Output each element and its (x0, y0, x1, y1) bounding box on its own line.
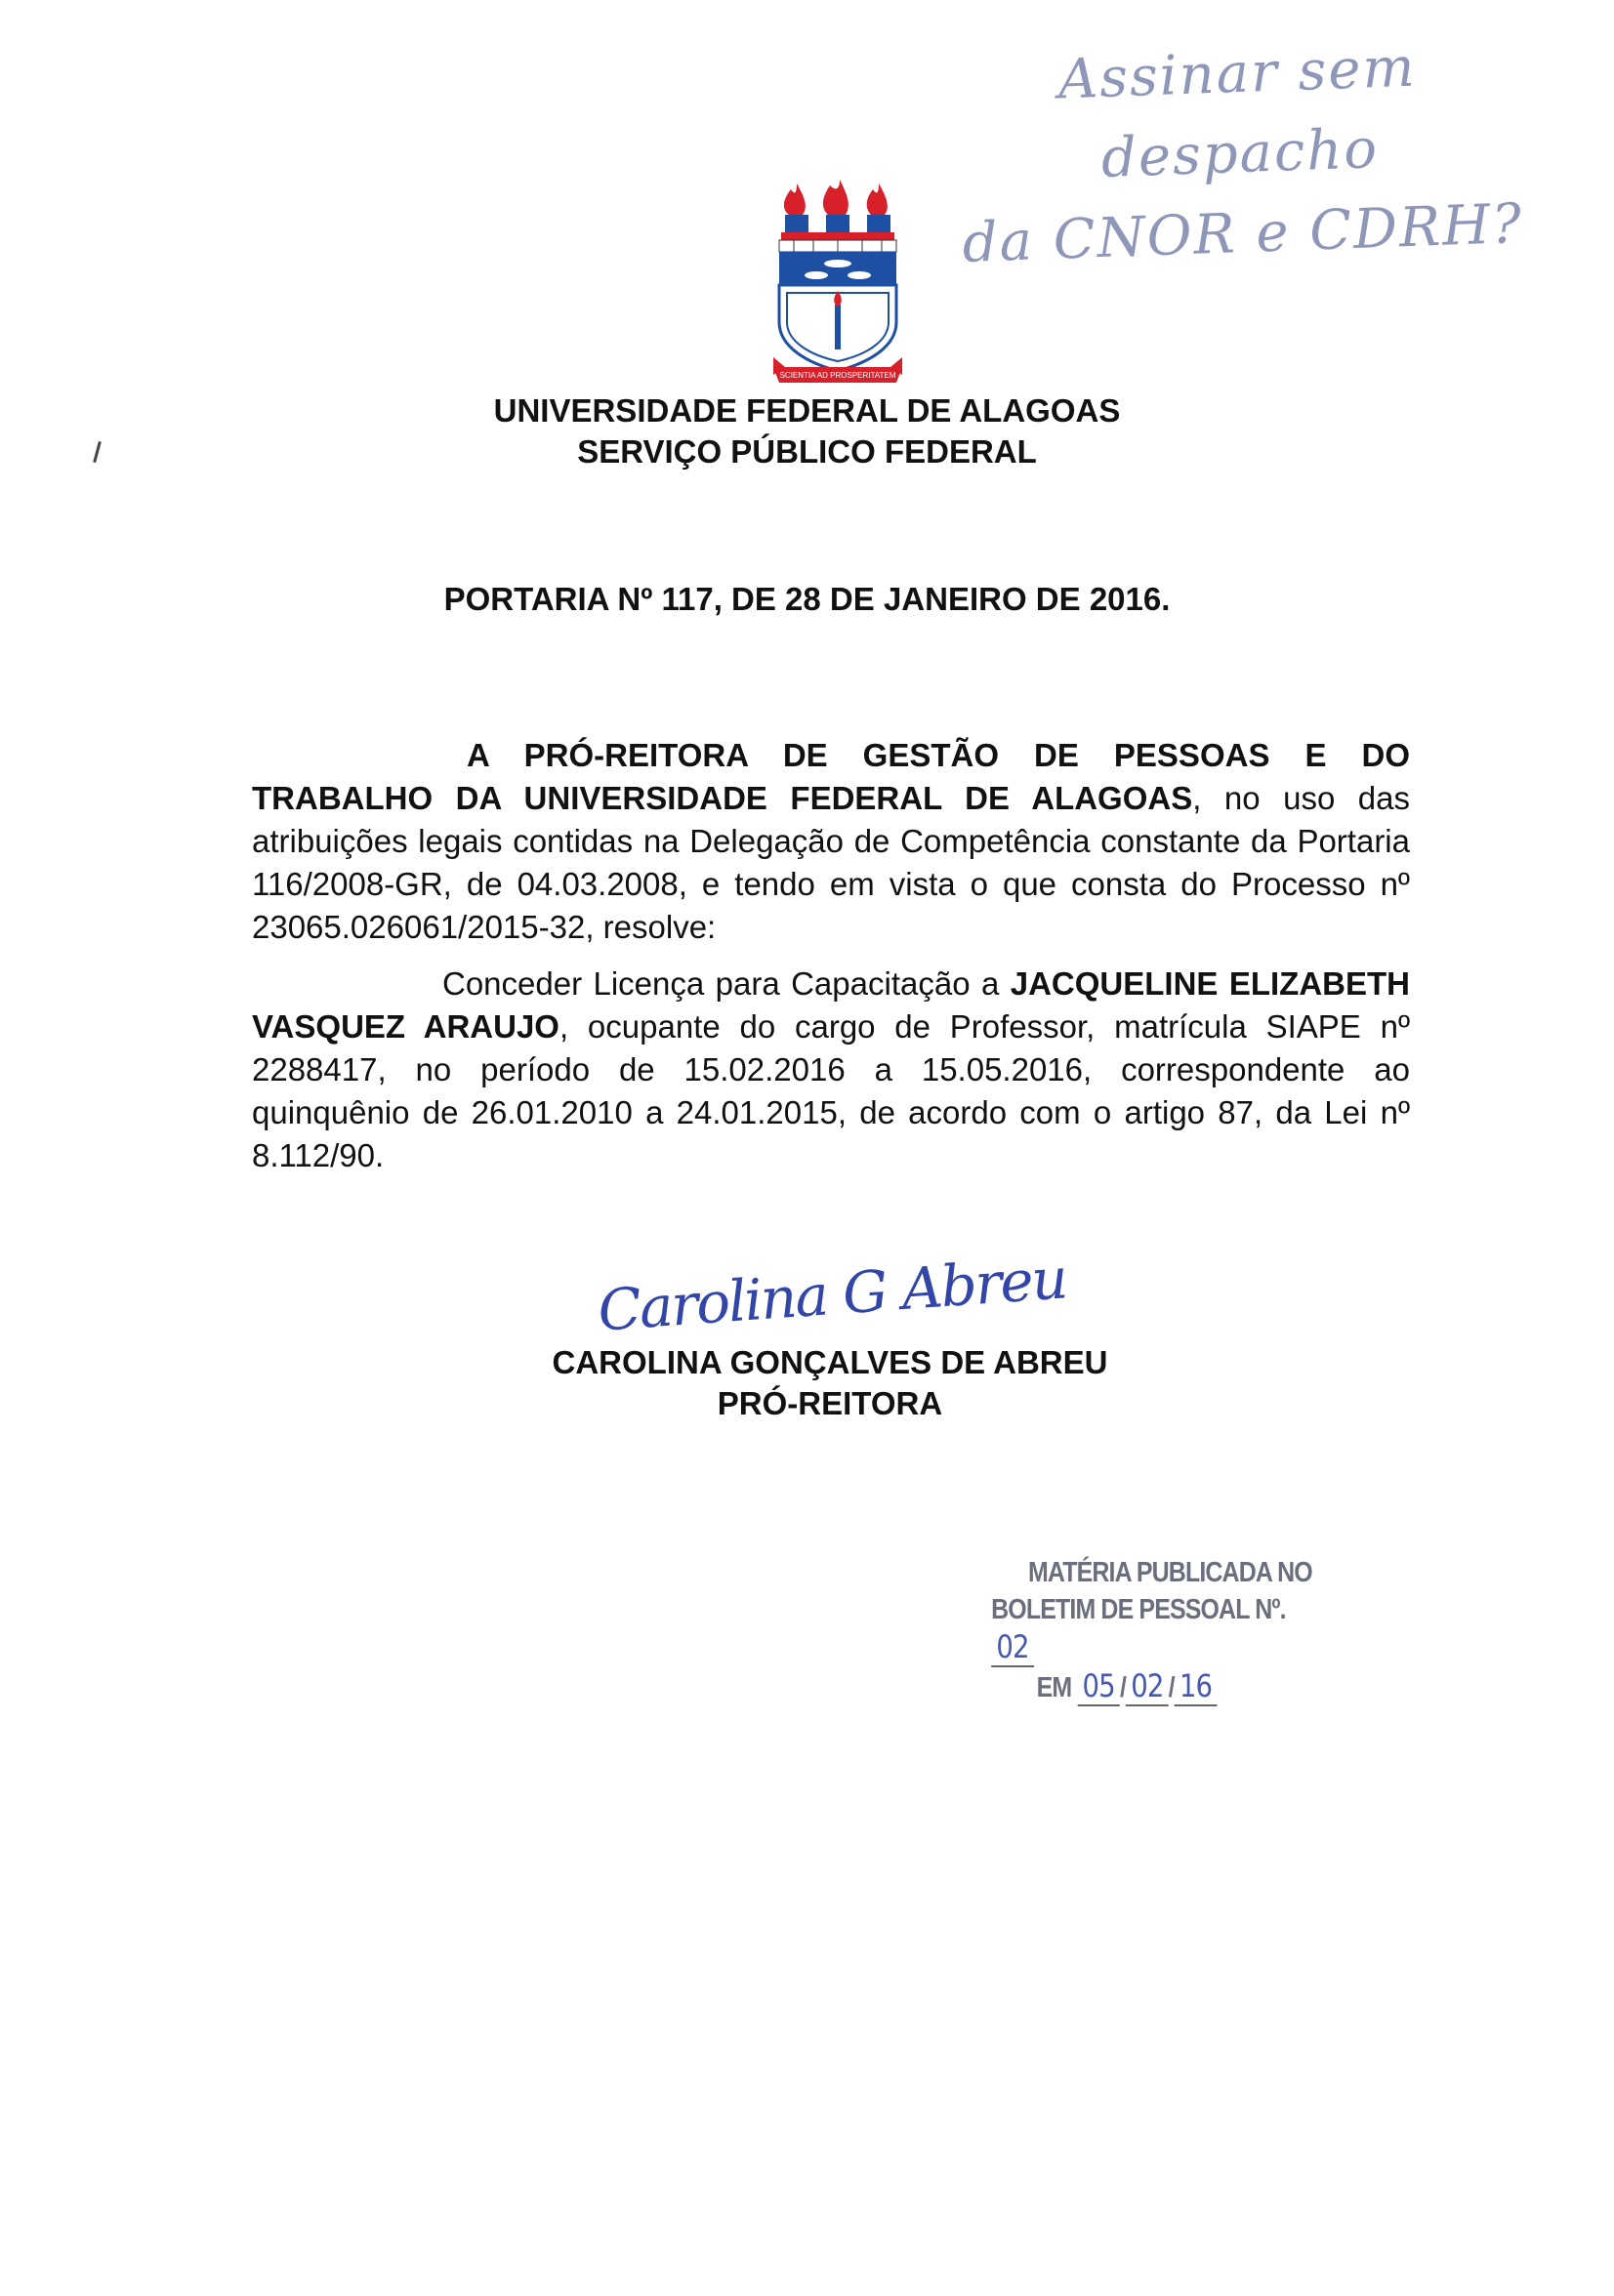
institution-title: UNIVERSIDADE FEDERAL DE ALAGOAS (493, 392, 1121, 429)
resolution-text: , ocupante do cargo de Professor, matrícula SIAPE nº 2288417, no período de 15.02.2016 a 15.05.2016, correspondente ao quinquênio de 26.01.2010 a 24.01.2015, de acordo com o artigo 87, da Lei nº 8.112/90. (252, 1008, 1410, 1173)
university-crest-icon (769, 176, 906, 386)
stamp-line3: EM 05 / 02 / 16 (986, 1667, 1322, 1706)
preamble-text: , no uso das atribuições legais contidas na Delegação de Competência constante da Portaria 116/2008-GR, de 04.03.2008, e tendo em vista o que consta do Processo nº 23065.026061/2015-32, resolve: (252, 780, 1410, 945)
signer-name: CAROLINA GONÇALVES DE ABREU (552, 1344, 1108, 1380)
publication-stamp (986, 1554, 1322, 1706)
paragraph-resolution (252, 963, 1410, 1177)
stamp-line2 (986, 1591, 1322, 1667)
service-title: SERVIÇO PÚBLICO FEDERAL (577, 433, 1037, 470)
handwritten-note-line1: Assinar sem despacho (1056, 35, 1418, 190)
stamp-boletim-number: 02 (991, 1628, 1034, 1667)
stamp-boletim-label: BOLETIM DE PESSOAL Nº. (991, 1594, 1286, 1625)
paragraph-preamble (252, 734, 1410, 949)
resolution-start: Conceder Licença para Capacitação a (442, 965, 1011, 1002)
preamble-authority: A PRÓ-REITORA DE GESTÃO DE PESSOAS E DO TRABALHO DA UNIVERSIDADE FEDERAL DE ALAGOAS (252, 737, 1410, 816)
portaria-title: PORTARIA Nº 117, DE 28 DE JANEIRO DE 2016. (443, 581, 1171, 617)
beneficiary-name: JACQUELINE ELIZABETH VASQUEZ ARAUJO (252, 965, 1410, 1045)
stamp-year: 16 (1175, 1667, 1218, 1706)
crest-motto: SCIENTIA AD PROSPERITATEM (779, 371, 896, 380)
handwritten-signature: Carolina G Abreu (596, 1245, 1069, 1344)
handwritten-note-line2: da CNOR e CDRH? (961, 191, 1525, 275)
stamp-day: 05 (1077, 1667, 1120, 1706)
stamp-line1: MATÉRIA PUBLICADA NO (1028, 1557, 1312, 1588)
stamp-month: 02 (1126, 1667, 1169, 1706)
handwritten-note (924, 23, 1556, 285)
signer-role: PRÓ-REITORA (717, 1385, 943, 1421)
stamp-date-label: EM (1036, 1672, 1072, 1703)
